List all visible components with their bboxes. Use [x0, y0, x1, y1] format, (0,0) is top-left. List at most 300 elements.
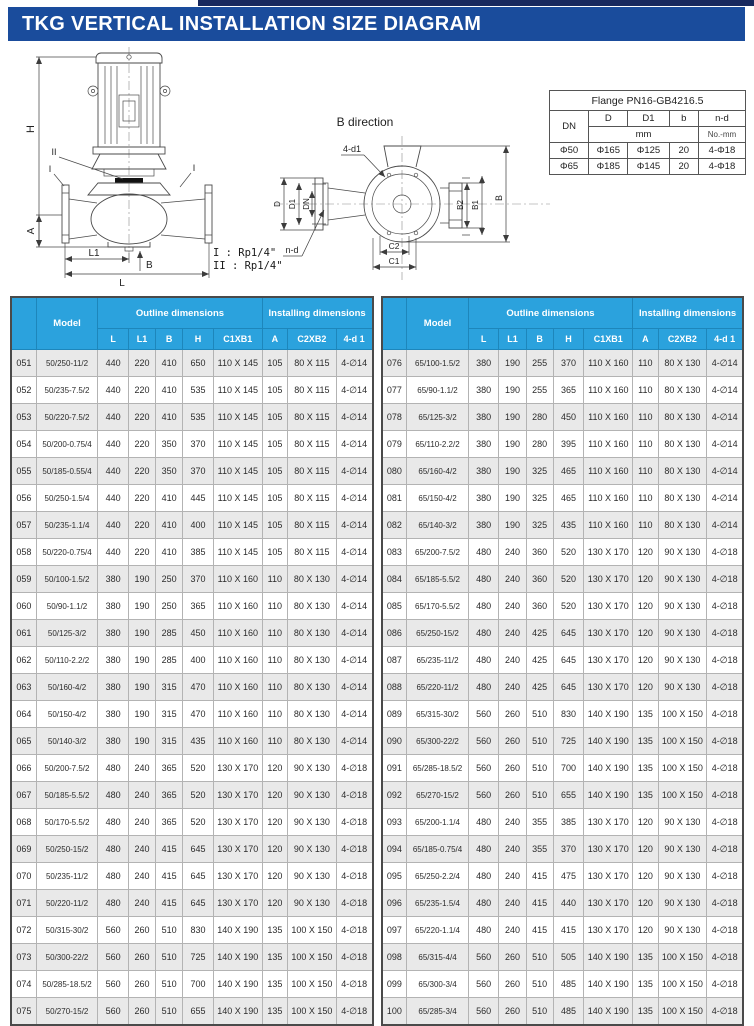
table-cell: 056 [11, 485, 36, 512]
table-cell: 135 [262, 944, 287, 971]
table-cell: 65/235-11/2 [407, 647, 468, 674]
table-cell: 65/110-2.2/2 [407, 431, 468, 458]
table-cell: 073 [11, 944, 36, 971]
table-row [11, 971, 373, 998]
table-row [382, 755, 744, 782]
table-cell: 260 [499, 944, 526, 971]
table-row [382, 890, 744, 917]
table-cell: 535 [183, 404, 214, 431]
table-cell: 4-∅18 [707, 809, 743, 836]
table-cell: 240 [128, 890, 155, 917]
table-cell: 4-∅14 [707, 350, 743, 377]
table-cell: 380 [468, 404, 499, 431]
table-cell: 560 [98, 917, 129, 944]
table-cell: 480 [468, 593, 499, 620]
table-cell: 120 [262, 836, 287, 863]
table-cell: 20 [669, 159, 698, 175]
table-cell: 065 [11, 728, 36, 755]
table-cell: 325 [526, 485, 553, 512]
table-cell: 65/315-30/2 [407, 701, 468, 728]
table-cell: 190 [128, 620, 155, 647]
table-cell: 240 [499, 890, 526, 917]
table-cell: 80 X 115 [288, 458, 337, 485]
table-cell: 220 [128, 404, 155, 431]
table-cell: 4-∅18 [707, 782, 743, 809]
table-cell: 645 [553, 647, 584, 674]
table-cell: 415 [156, 890, 183, 917]
table-cell: 65/285-18.5/2 [407, 755, 468, 782]
table-cell: 4-∅14 [336, 566, 372, 593]
dim-label-l: L [119, 278, 125, 289]
table-cell: 380 [98, 674, 129, 701]
table-cell: 4-∅14 [336, 485, 372, 512]
size-table-left [10, 296, 374, 1026]
table-cell: 4-∅18 [336, 998, 372, 1026]
table-cell: 285 [156, 647, 183, 674]
table-row [382, 539, 744, 566]
table-cell: 485 [553, 971, 584, 998]
table-cell: 4-∅14 [707, 458, 743, 485]
table-cell: 65/220-11/2 [407, 674, 468, 701]
table-cell: 470 [183, 674, 214, 701]
table-cell: 190 [499, 512, 526, 539]
table-cell: 440 [98, 512, 129, 539]
table-cell: 087 [382, 647, 407, 674]
table-cell: 560 [468, 782, 499, 809]
table-cell: 4-∅18 [707, 998, 743, 1026]
flange-col-nd: n-d [698, 111, 745, 127]
table-cell: 084 [382, 566, 407, 593]
table-cell: 130 X 170 [584, 674, 633, 701]
table-cell: 410 [156, 539, 183, 566]
table-cell: 645 [183, 890, 214, 917]
table-cell: 535 [183, 377, 214, 404]
table-cell: 510 [526, 755, 553, 782]
table-cell: 120 [633, 620, 658, 647]
table-cell: 370 [183, 458, 214, 485]
table-cell: 110 [633, 512, 658, 539]
table-cell: 380 [468, 458, 499, 485]
table-cell: 415 [553, 917, 584, 944]
table-cell: 066 [11, 755, 36, 782]
table-cell: 135 [633, 728, 658, 755]
header-installing: Installing dimensions [262, 297, 372, 329]
table-cell: 645 [553, 674, 584, 701]
table-cell: 20 [669, 143, 698, 159]
header-c1xb1: C1XB1 [584, 329, 633, 350]
table-row [11, 728, 373, 755]
table-cell: 90 X 130 [658, 809, 707, 836]
table-cell: 80 X 130 [288, 728, 337, 755]
table-row [382, 971, 744, 998]
table-cell: 130 X 170 [584, 593, 633, 620]
table-cell: 110 [633, 350, 658, 377]
table-cell: 088 [382, 674, 407, 701]
table-cell: 140 X 190 [584, 728, 633, 755]
table-row [382, 944, 744, 971]
table-cell: 220 [128, 431, 155, 458]
table-cell: 071 [11, 890, 36, 917]
table-cell: 80 X 130 [288, 674, 337, 701]
table-cell: 051 [11, 350, 36, 377]
table-cell: 65/90-1.1/2 [407, 377, 468, 404]
table-row [11, 836, 373, 863]
table-cell: 110 X 160 [213, 701, 262, 728]
table-cell: 280 [526, 404, 553, 431]
table-cell: 510 [156, 917, 183, 944]
table-cell: 250 [156, 593, 183, 620]
table-cell: 50/250-11/2 [36, 350, 97, 377]
table-cell: 50/270-15/2 [36, 998, 97, 1026]
table-cell: 130 X 170 [584, 836, 633, 863]
note-line-ii: II : Rp1/4" [213, 260, 283, 272]
table-cell: 190 [499, 350, 526, 377]
table-cell: 082 [382, 512, 407, 539]
table-cell: 380 [468, 485, 499, 512]
header-model: Model [36, 297, 97, 350]
table-cell: 65/270-15/2 [407, 782, 468, 809]
b-direction-title: B direction [336, 115, 394, 129]
table-cell: 90 X 130 [288, 863, 337, 890]
table-cell: 50/140-3/2 [36, 728, 97, 755]
table-cell: 510 [156, 944, 183, 971]
table-cell: 120 [633, 566, 658, 593]
table-cell: 65/160-4/2 [407, 458, 468, 485]
table-cell: Φ65 [550, 159, 589, 175]
table-cell: 250 [156, 566, 183, 593]
table-cell: Φ165 [589, 143, 628, 159]
table-cell: 4-∅18 [707, 539, 743, 566]
table-cell: 4-∅14 [707, 512, 743, 539]
header-installing: Installing dimensions [633, 297, 743, 329]
table-cell: 063 [11, 674, 36, 701]
table-cell: 410 [156, 377, 183, 404]
table-cell: 130 X 170 [584, 647, 633, 674]
table-cell: 65/140-3/2 [407, 512, 468, 539]
table-cell: 100 X 150 [658, 782, 707, 809]
header-4d1: 4-d 1 [336, 329, 372, 350]
table-cell: 65/285-3/4 [407, 998, 468, 1026]
table-cell: 650 [183, 350, 214, 377]
table-cell: 480 [98, 755, 129, 782]
table-cell: 380 [98, 728, 129, 755]
table-cell: 80 X 115 [288, 350, 337, 377]
table-cell: 50/235-11/2 [36, 863, 97, 890]
table-row [11, 755, 373, 782]
table-cell: 110 X 160 [213, 620, 262, 647]
table-cell: 4-∅14 [336, 404, 372, 431]
table-cell: 400 [183, 647, 214, 674]
table-cell: 135 [633, 701, 658, 728]
table-cell: 415 [526, 890, 553, 917]
table-row [11, 431, 373, 458]
table-cell: 260 [128, 971, 155, 998]
table-row [11, 701, 373, 728]
table-cell: 65/185-0.75/4 [407, 836, 468, 863]
header-outline: Outline dimensions [98, 297, 262, 329]
table-cell: 450 [183, 620, 214, 647]
table-cell: 380 [98, 647, 129, 674]
table-cell: 140 X 190 [213, 917, 262, 944]
table-cell: 50/150-4/2 [36, 701, 97, 728]
table-cell: 105 [262, 404, 287, 431]
table-cell: 90 X 130 [658, 620, 707, 647]
table-cell: 240 [499, 539, 526, 566]
table-cell: 365 [183, 593, 214, 620]
table-cell: 560 [468, 701, 499, 728]
table-cell: 410 [156, 485, 183, 512]
table-cell: 220 [128, 512, 155, 539]
table-cell: 510 [156, 998, 183, 1026]
table-cell: 65/200-1.1/4 [407, 809, 468, 836]
table-cell: 100 X 150 [288, 944, 337, 971]
table-cell: 480 [468, 809, 499, 836]
table-cell: 80 X 130 [658, 512, 707, 539]
table-cell: 560 [468, 944, 499, 971]
table-cell: 081 [382, 485, 407, 512]
table-cell: 445 [183, 485, 214, 512]
table-row [550, 159, 746, 175]
table-cell: 4-Φ18 [698, 143, 745, 159]
table-cell: 110 X 160 [584, 404, 633, 431]
table-cell: 4-∅18 [707, 701, 743, 728]
table-cell: 4-∅14 [707, 431, 743, 458]
table-cell: 260 [499, 971, 526, 998]
table-cell: 255 [526, 350, 553, 377]
table-cell: 520 [553, 593, 584, 620]
table-cell: 110 X 145 [213, 377, 262, 404]
table-cell: 110 [262, 674, 287, 701]
table-cell: 079 [382, 431, 407, 458]
dim-label-b: B [494, 194, 504, 202]
table-cell: 4-∅18 [336, 944, 372, 971]
table-cell: 190 [128, 593, 155, 620]
table-cell: 120 [633, 593, 658, 620]
table-cell: 4-∅18 [336, 755, 372, 782]
table-cell: 520 [183, 755, 214, 782]
table-cell: 480 [468, 539, 499, 566]
table-cell: 80 X 130 [288, 647, 337, 674]
table-cell: 80 X 115 [288, 512, 337, 539]
size-table-left-body [11, 350, 373, 1026]
port-label-i-right: I [192, 163, 196, 173]
header-h: H [553, 329, 584, 350]
table-cell: 240 [499, 593, 526, 620]
table-cell: 520 [553, 566, 584, 593]
table-cell: 110 [262, 620, 287, 647]
table-row [11, 890, 373, 917]
table-cell: 220 [128, 350, 155, 377]
table-cell: 4-∅18 [336, 917, 372, 944]
table-cell: 80 X 130 [658, 431, 707, 458]
flange-table-title: Flange PN16-GB4216.5 [550, 91, 746, 111]
table-cell: 255 [526, 377, 553, 404]
table-cell: 370 [553, 836, 584, 863]
dim-label-b2: B2 [456, 200, 465, 210]
table-cell: 240 [128, 782, 155, 809]
table-cell: 260 [499, 998, 526, 1026]
table-cell: 089 [382, 701, 407, 728]
table-cell: 510 [526, 998, 553, 1026]
flange-col-d: D [589, 111, 628, 127]
table-cell: 052 [11, 377, 36, 404]
table-cell: 80 X 130 [288, 620, 337, 647]
flange-unit-mm: mm [589, 127, 699, 143]
table-cell: 480 [98, 863, 129, 890]
table-cell: 240 [499, 863, 526, 890]
table-cell: 80 X 130 [658, 458, 707, 485]
table-cell: 4-∅18 [336, 863, 372, 890]
header-c2xb2: C2XB2 [288, 329, 337, 350]
table-cell: 410 [156, 350, 183, 377]
table-cell: 440 [98, 458, 129, 485]
table-cell: 105 [262, 350, 287, 377]
table-cell: 220 [128, 539, 155, 566]
table-cell: 140 X 190 [584, 701, 633, 728]
table-cell: 395 [553, 431, 584, 458]
table-cell: 110 X 160 [213, 647, 262, 674]
table-cell: 085 [382, 593, 407, 620]
table-cell: 069 [11, 836, 36, 863]
table-cell: Φ145 [628, 159, 669, 175]
table-cell: 510 [526, 782, 553, 809]
table-cell: 50/315-30/2 [36, 917, 97, 944]
table-cell: 50/200-0.75/4 [36, 431, 97, 458]
table-cell: 50/90-1.1/2 [36, 593, 97, 620]
table-cell: 4-∅14 [336, 512, 372, 539]
table-cell: 80 X 115 [288, 485, 337, 512]
table-cell: 90 X 130 [658, 890, 707, 917]
table-row [382, 431, 744, 458]
table-cell: 240 [128, 755, 155, 782]
table-cell: 510 [156, 971, 183, 998]
table-cell: 365 [553, 377, 584, 404]
size-table-right [381, 296, 745, 1026]
table-cell: 093 [382, 809, 407, 836]
table-row [382, 728, 744, 755]
table-cell: Φ125 [628, 143, 669, 159]
table-cell: 415 [526, 863, 553, 890]
table-cell: 4-∅18 [707, 917, 743, 944]
table-cell: 100 X 150 [288, 971, 337, 998]
table-cell: 190 [499, 377, 526, 404]
table-cell: 80 X 115 [288, 431, 337, 458]
dim-label-dn: DN [302, 198, 311, 210]
table-cell: 520 [553, 539, 584, 566]
table-cell: 110 X 160 [213, 593, 262, 620]
table-row [382, 998, 744, 1026]
table-cell: 110 X 145 [213, 485, 262, 512]
table-cell: 120 [262, 863, 287, 890]
dim-label-d: D [273, 201, 282, 207]
dimension-lines [273, 146, 510, 270]
table-cell: 65/100-1.5/2 [407, 350, 468, 377]
table-cell: 130 X 170 [584, 890, 633, 917]
table-cell: 380 [98, 701, 129, 728]
header-l1: L1 [499, 329, 526, 350]
table-cell: 094 [382, 836, 407, 863]
dim-label-b: B [146, 260, 153, 271]
table-row [11, 998, 373, 1026]
table-cell: 90 X 130 [658, 863, 707, 890]
table-cell: 4-∅14 [707, 404, 743, 431]
table-cell: 190 [499, 458, 526, 485]
table-cell: 110 [633, 458, 658, 485]
table-cell: 110 X 145 [213, 512, 262, 539]
table-cell: 365 [156, 755, 183, 782]
table-cell: 100 [382, 998, 407, 1026]
table-cell: 130 X 170 [584, 620, 633, 647]
table-cell: 4-∅18 [336, 782, 372, 809]
table-cell: 135 [262, 917, 287, 944]
dim-label-b1: B1 [471, 200, 480, 210]
table-cell: 50/220-11/2 [36, 890, 97, 917]
table-cell: 110 X 145 [213, 431, 262, 458]
table-row [11, 809, 373, 836]
table-cell: 360 [526, 593, 553, 620]
table-cell: 80 X 115 [288, 539, 337, 566]
table-cell: 380 [468, 377, 499, 404]
table-cell: 65/200-7.5/2 [407, 539, 468, 566]
table-cell: 90 X 130 [658, 647, 707, 674]
table-cell: 061 [11, 620, 36, 647]
table-cell: 4-∅18 [707, 728, 743, 755]
table-cell: 435 [183, 728, 214, 755]
table-cell: 4-∅14 [336, 647, 372, 674]
table-cell: 4-∅18 [707, 971, 743, 998]
table-cell: 480 [468, 836, 499, 863]
table-cell: 50/235-1.1/4 [36, 512, 97, 539]
table-cell: 110 X 160 [584, 377, 633, 404]
table-cell: 110 [262, 701, 287, 728]
table-cell: 50/185-0.55/4 [36, 458, 97, 485]
table-row [11, 944, 373, 971]
table-cell: 560 [468, 998, 499, 1026]
table-cell: 240 [499, 566, 526, 593]
table-cell: 480 [468, 863, 499, 890]
table-cell: 4-Φ18 [698, 159, 745, 175]
table-row [382, 836, 744, 863]
port-label-i-left: I [48, 164, 52, 174]
table-cell: 110 [633, 431, 658, 458]
table-cell: 105 [262, 539, 287, 566]
table-cell: 135 [633, 998, 658, 1026]
table-cell: 057 [11, 512, 36, 539]
dim-label-c1: C1 [388, 256, 400, 266]
table-cell: 370 [553, 350, 584, 377]
table-cell: 350 [156, 458, 183, 485]
table-cell: 120 [262, 809, 287, 836]
table-cell: 65/250-2.2/4 [407, 863, 468, 890]
table-cell: 645 [183, 836, 214, 863]
table-cell: 105 [262, 485, 287, 512]
table-cell: 130 X 170 [213, 755, 262, 782]
table-cell: 4-∅18 [707, 674, 743, 701]
table-row [11, 647, 373, 674]
flange-col-d1: D1 [628, 111, 669, 127]
header-a: A [262, 329, 287, 350]
table-cell: 440 [98, 539, 129, 566]
pump-b-direction-drawing [252, 88, 552, 288]
table-cell: 120 [633, 836, 658, 863]
table-cell: 4-∅14 [336, 431, 372, 458]
table-row [382, 620, 744, 647]
dim-label-d1: D1 [288, 198, 297, 210]
table-cell: 060 [11, 593, 36, 620]
table-cell: 380 [468, 350, 499, 377]
table-cell: 65/170-5.5/2 [407, 593, 468, 620]
table-cell: 110 X 160 [584, 485, 633, 512]
